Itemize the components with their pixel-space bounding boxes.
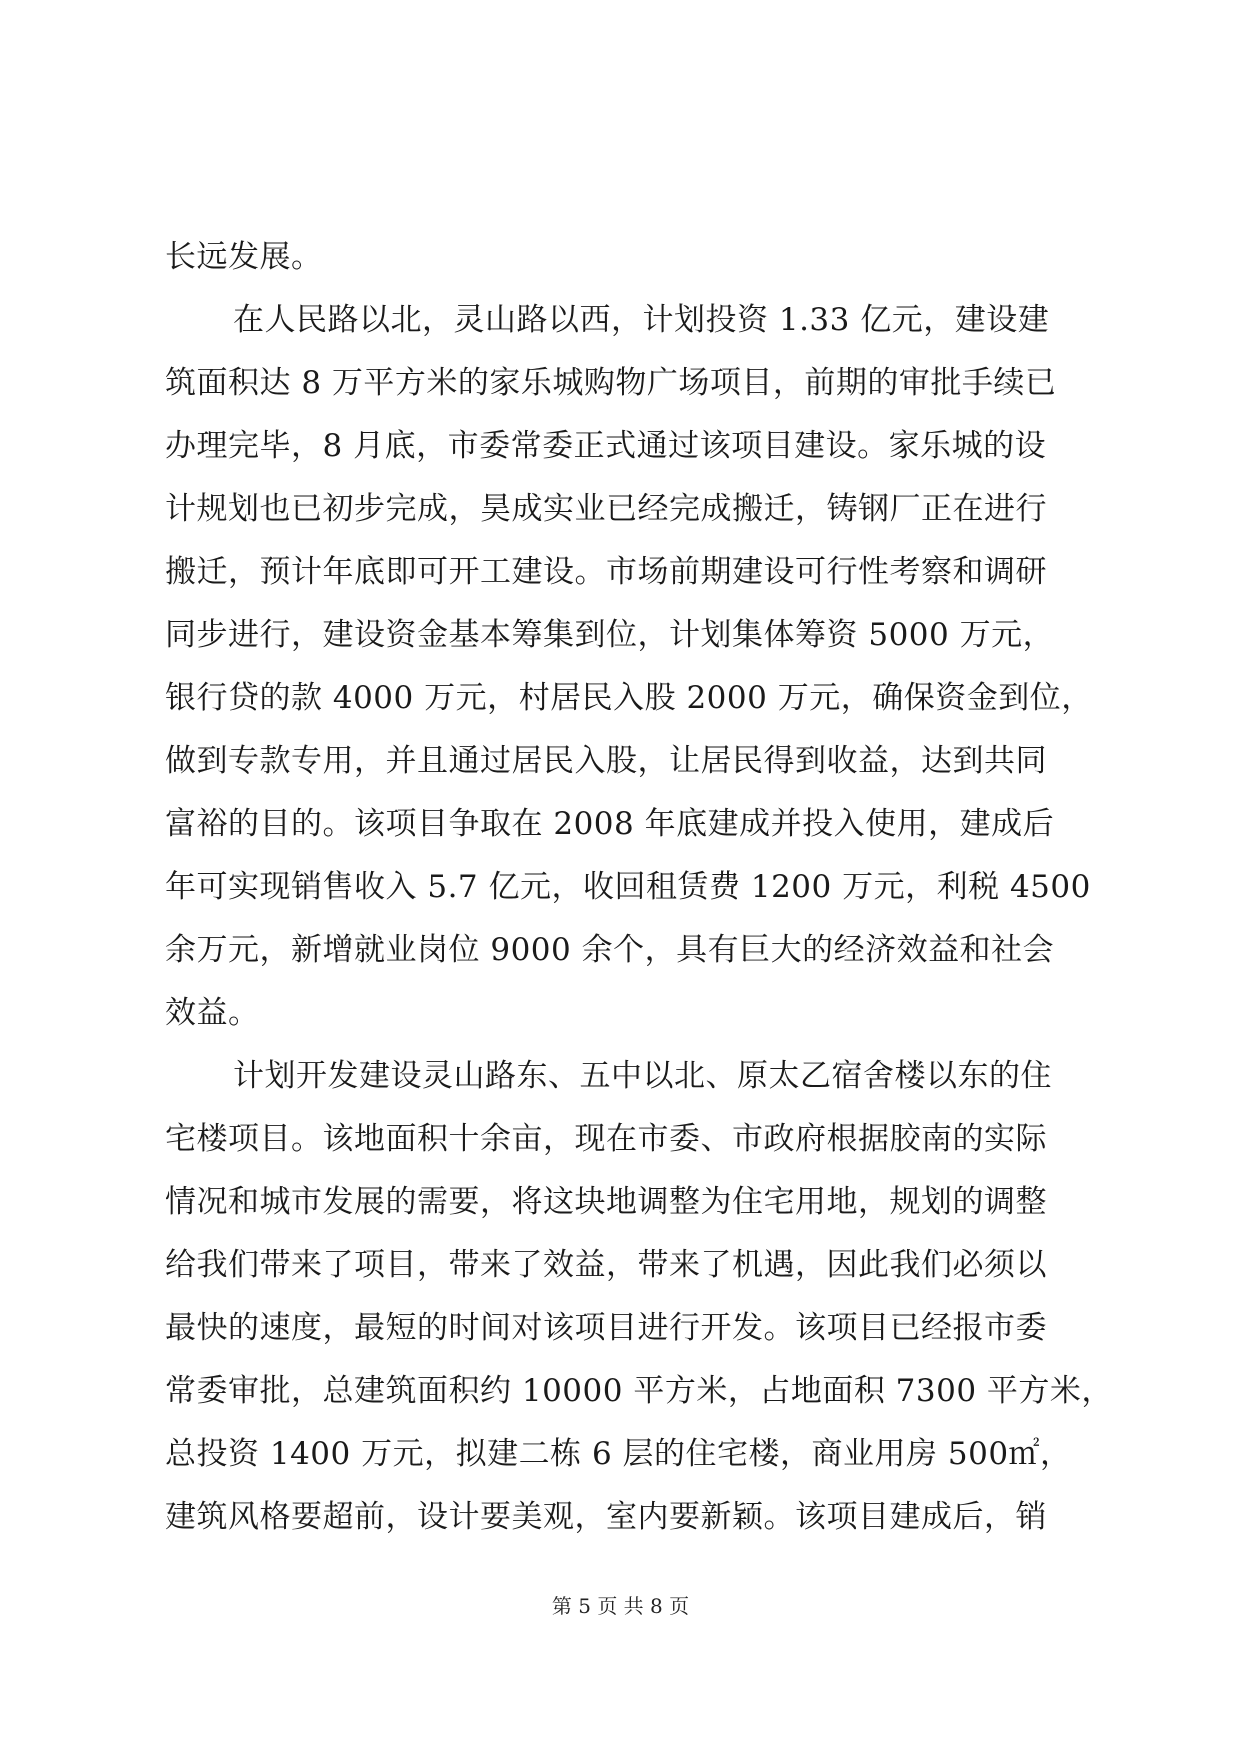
page-number-footer: 第 5 页 共 8 页: [551, 1594, 690, 1618]
text-line: 给我们带来了项目，带来了效益，带来了机遇，因此我们必须以: [165, 1247, 1047, 1283]
text-line: 总投资 1400 万元，拟建二栋 6 层的住宅楼，商业用房 500㎡，: [165, 1436, 1072, 1472]
text-line: 筑面积达 8 万平方米的家乐城购物广场项目，前期的审批手续已: [165, 365, 1057, 401]
text-line: 搬迁，预计年底即可开工建设。市场前期建设可行性考察和调研: [165, 554, 1047, 590]
text-line: 银行贷的款 4000 万元，村居民入股 2000 万元，确保资金到位，: [165, 680, 1093, 716]
text-line: 计规划也已初步完成，昊成实业已经完成搬迁，铸钢厂正在进行: [165, 491, 1047, 527]
document-body: [165, 226, 1113, 1549]
text-line: 同步进行，建设资金基本筹集到位，计划集体筹资 5000 万元，: [165, 617, 1055, 653]
text-line: 办理完毕，8 月底，市委常委正式通过该项目建设。家乐城的设: [165, 428, 1047, 464]
text-line: 最快的速度，最短的时间对该项目进行开发。该项目已经报市委: [165, 1310, 1047, 1346]
text-line: 富裕的目的。该项目争取在 2008 年底建成并投入使用，建成后: [165, 806, 1055, 842]
paragraph-first-line: 计划开发建设灵山路东、五中以北、原太乙宿舍楼以东的住: [233, 1058, 1052, 1094]
text-line: 余万元，新增就业岗位 9000 余个，具有巨大的经济效益和社会: [165, 932, 1055, 968]
text-line: 情况和城市发展的需要，将这块地调整为住宅用地，规划的调整: [165, 1184, 1047, 1220]
text-line: 建筑风格要超前，设计要美观，室内要新颖。该项目建成后，销: [165, 1499, 1047, 1535]
text-line: 效益。: [165, 995, 260, 1031]
text-line: 做到专款专用，并且通过居民入股，让居民得到收益，达到共同: [165, 743, 1047, 779]
text-line: 宅楼项目。该地面积十余亩，现在市委、市政府根据胶南的实际: [165, 1121, 1047, 1157]
paragraph-first-line: 在人民路以北，灵山路以西，计划投资 1.33 亿元，建设建: [233, 302, 1050, 338]
text-line: 常委审批，总建筑面积约 10000 平方米，占地面积 7300 平方米，: [165, 1373, 1113, 1409]
text-line: 长远发展。: [165, 239, 323, 275]
text-line: 年可实现销售收入 5.7 亿元，收回租赁费 1200 万元，利税 4500: [165, 869, 1091, 905]
